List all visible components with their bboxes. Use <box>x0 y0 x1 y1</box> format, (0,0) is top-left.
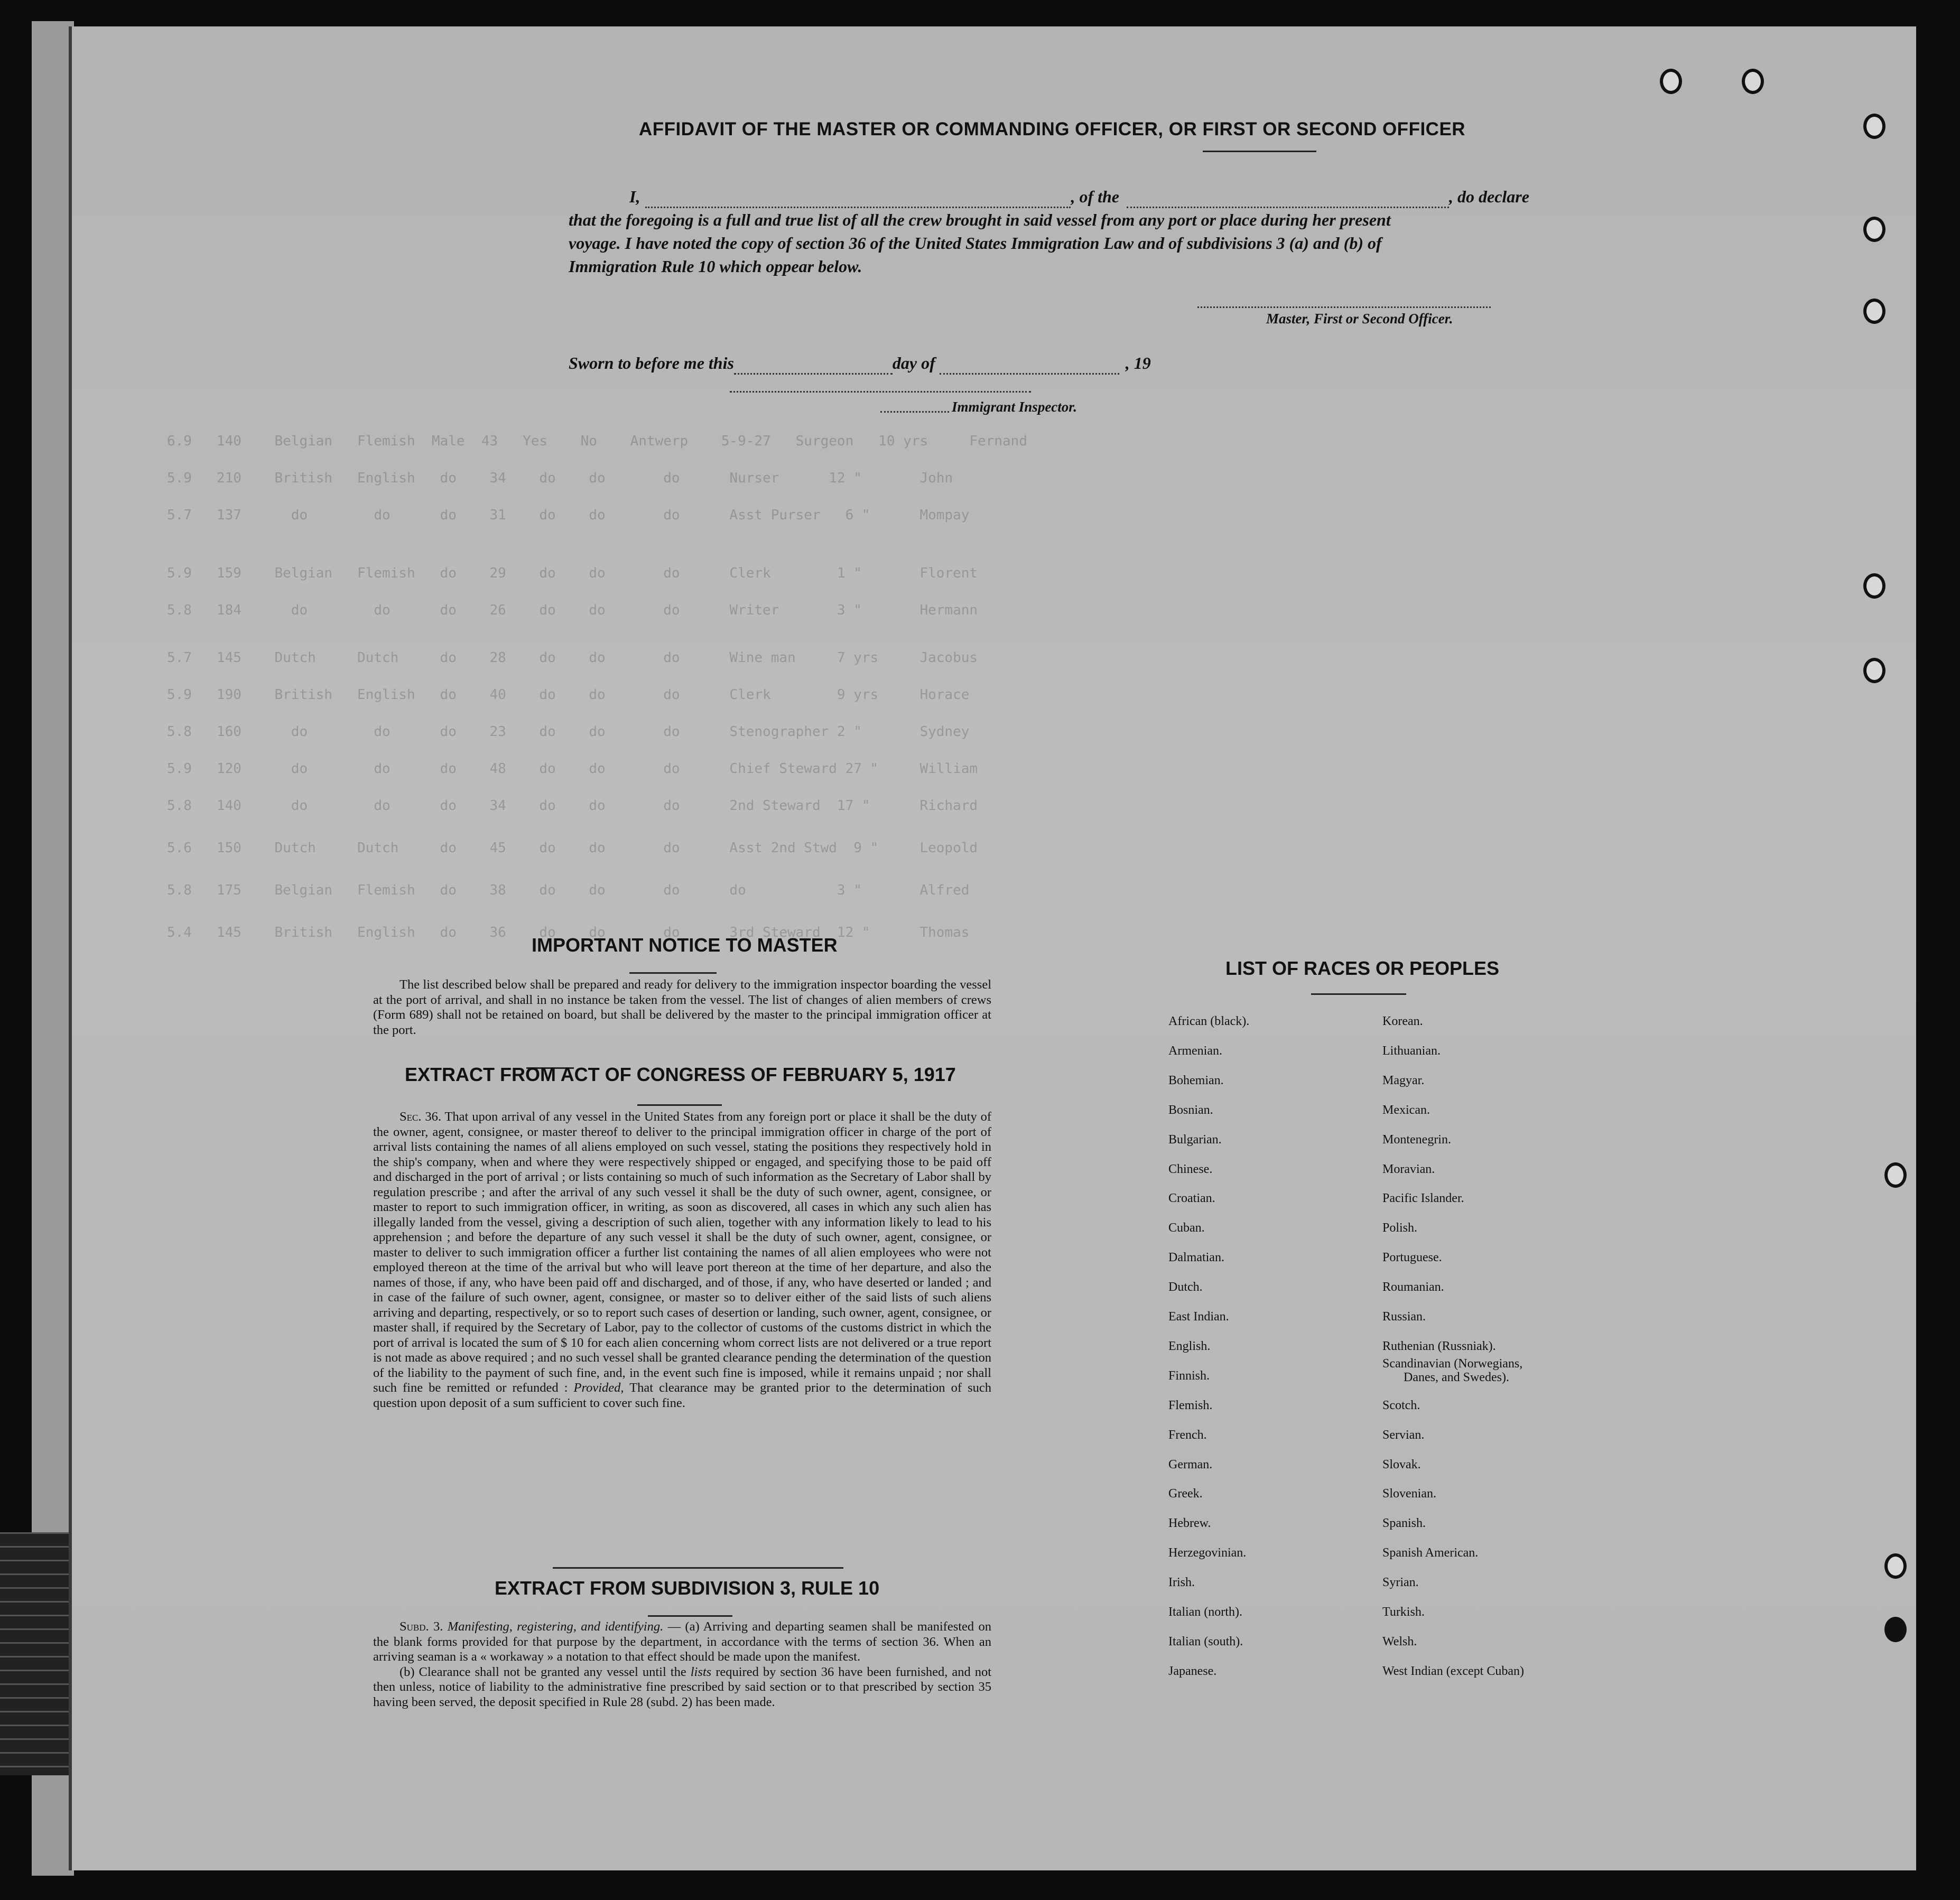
affidavit-line-1 <box>569 185 1594 208</box>
race-item: Flemish. <box>1168 1398 1213 1412</box>
race-item: Pacific Islander. <box>1382 1191 1464 1206</box>
races-left-column <box>1168 1007 1327 1704</box>
race-item: Russian. <box>1382 1310 1426 1324</box>
race-item: East Indian. <box>1168 1310 1229 1324</box>
sworn-line <box>569 351 1151 375</box>
rule-title-rule <box>648 1615 732 1617</box>
document-page <box>69 26 1916 1870</box>
bleed-through-row: 5.8 184 do do do 26 do do do Writer 3 " Hermann <box>167 602 978 618</box>
rule-text-block <box>373 1619 991 1710</box>
name-blank[interactable] <box>645 192 1071 208</box>
day-of-label: day of <box>892 353 935 372</box>
notice-rule <box>629 972 717 974</box>
bleed-through-row: 6.9 140 Belgian Flemish Male 43 Yes No Antwerp 5-9-27 Surgeon 10 yrs Fernand <box>167 433 1027 449</box>
bleed-through-row: 5.7 145 Dutch Dutch do 28 do do do Wine man 7 yrs Jacobus <box>167 650 978 666</box>
race-item: Bosnian. <box>1168 1103 1213 1117</box>
race-item: Montenegrin. <box>1382 1132 1451 1147</box>
race-item: Herzegovinian. <box>1168 1546 1247 1560</box>
month-blank[interactable] <box>940 358 1119 375</box>
race-item: Scotch. <box>1382 1398 1420 1412</box>
race-item: Korean. <box>1382 1014 1423 1028</box>
race-item: Spanish. <box>1382 1516 1426 1531</box>
race-item: Polish. <box>1382 1221 1418 1235</box>
act-rule <box>637 1104 722 1106</box>
declare-label: , do declare <box>1449 187 1529 206</box>
title-rule <box>1203 151 1316 152</box>
affidavit-line-4: Immigration Rule 10 which oppear below. <box>569 257 862 276</box>
race-item: Slovak. <box>1382 1457 1421 1471</box>
race-item: Hebrew. <box>1168 1516 1211 1531</box>
punch-hole <box>1884 1162 1907 1188</box>
race-item: Dutch. <box>1168 1280 1203 1294</box>
race-item: Chinese. <box>1168 1162 1213 1176</box>
race-item: English. <box>1168 1339 1211 1353</box>
race-item: Bohemian. <box>1168 1073 1224 1087</box>
punch-hole <box>1884 1553 1907 1579</box>
bleed-through-row: 5.8 160 do do do 23 do do do Stenographer 2 " Sydney <box>167 724 970 740</box>
of-the-label: , of the <box>1071 187 1119 206</box>
race-item: Slovenian. <box>1382 1487 1436 1501</box>
race-item: Croatian. <box>1168 1191 1215 1206</box>
race-item: Servian. <box>1382 1428 1425 1442</box>
year-label: , 19 <box>1125 353 1151 372</box>
bleed-through-row: 5.6 150 Dutch Dutch do 45 do do do Asst 2nd Stwd 9 " Leopold <box>167 840 978 856</box>
race-item: Dalmatian. <box>1168 1251 1224 1265</box>
sworn-label: Sworn to before me this <box>569 353 734 372</box>
bleed-through-row: 5.8 140 do do do 34 do do do 2nd Steward 17 " Richard <box>167 798 978 814</box>
race-item: French. <box>1168 1428 1207 1442</box>
race-item: Irish. <box>1168 1576 1195 1590</box>
race-item: Scandinavian (Norwegians, Danes, and Swedes). <box>1382 1356 1523 1384</box>
sec-label: Sec. 36. <box>400 1110 441 1124</box>
rule-b-text-2: required by section 36 have been furnished, and not then unless, notice of liability to the administrative fine prescribed by said section or to that prescribed by section 35 having been served, the deposit specified in Rule 28 (subd. 2) has been made. <box>373 1664 992 1709</box>
bleed-through-row: 5.9 120 do do do 48 do do do Chief Steward 27 " William <box>167 761 978 777</box>
day-blank[interactable] <box>734 358 893 375</box>
inspector-signature-blank[interactable] <box>730 391 1031 393</box>
punch-hole <box>1863 217 1885 242</box>
bleed-through-row: 5.7 137 do do do 31 do do do Asst Purser 6 " Mompay <box>167 507 970 523</box>
race-item: Welsh. <box>1382 1634 1417 1648</box>
race-item: Mexican. <box>1382 1103 1430 1117</box>
rule-title: EXTRACT FROM SUBDIVISION 3, RULE 10 <box>495 1577 880 1599</box>
affidavit-body <box>569 185 1594 278</box>
ledger-lines-edge <box>0 1532 69 1775</box>
race-item: Spanish American. <box>1382 1546 1479 1560</box>
act-title: EXTRACT FROM ACT OF CONGRESS OF FEBRUARY 5, 1917 <box>405 1064 956 1085</box>
race-item: Ruthenian (Russniak). <box>1382 1339 1496 1353</box>
punch-hole <box>1884 1617 1907 1642</box>
race-item: Armenian. <box>1168 1044 1222 1058</box>
affidavit-line-3: voyage. I have noted the copy of section 36 of the United States Immigration Law and of subdivisions 3 (a) and (b) of <box>569 234 1382 253</box>
race-item: Cuban. <box>1168 1221 1205 1235</box>
rule-b-lists: lists <box>690 1664 712 1679</box>
notice-title: IMPORTANT NOTICE TO MASTER <box>532 934 838 956</box>
race-item: Lithuanian. <box>1382 1044 1441 1058</box>
bleed-through-row: 5.9 210 British English do 34 do do do Nurser 12 " John <box>167 470 953 486</box>
race-item: Magyar. <box>1382 1073 1425 1087</box>
signature-blank[interactable] <box>1197 306 1491 308</box>
rule-b-paragraph <box>373 1665 991 1710</box>
signature-label: Master, First or Second Officer. <box>1266 311 1453 327</box>
act-text-block <box>373 1110 991 1411</box>
race-item: German. <box>1168 1457 1213 1471</box>
rule-divider <box>553 1567 843 1569</box>
punch-hole <box>1660 69 1682 94</box>
rule-b-text-1: (b) Clearance shall not be granted any vessel until the <box>400 1664 686 1679</box>
race-item: Moravian. <box>1382 1162 1435 1176</box>
race-item: Italian (south). <box>1168 1634 1243 1648</box>
bleed-through-row: 5.8 175 Belgian Flemish do 38 do do do do 3 " Alfred <box>167 882 970 898</box>
act-text: That upon arrival of any vessel in the United States from any foreign port or place it shall be the duty of the owner, agent, consignee, or master thereof to deliver to the principal immigration officer in charge of the port of arrival lists containing the names of all aliens employed on such vessel, stating the positions they respectively hold in the ship's company, when and where they were respectively shipped or engaged, and specifying those to be paid off and discharged in the port of arrival ; or lists containing so much of such information as the Secretary of Labor shall by regulation prescribe ; and after the arrival of any such vessel it shall be the duty of such owner, agent, consignee, or master to report to such immigration officer, in writing, as soon as discovered, all cases in which any such alien has illegally landed from the vessel, giving a description of such alien, together with any information likely to lead to his apprehension ; and before the departure of any such vessel it shall be the duty of such owner, agent, consignee, or master to deliver to such immigration officer a further list containing the names of all alien employees who were not employed thereon at the time of the arrival but who will leave port thereon at the time of her departure, and also the names of those, if any, who have been paid off and discharged, and of those, if any, who have deserted or landed ; and in case of the failure of such owner, agent, consignee, or master so to deliver either of the said lists of such aliens arriving and departing, respectively, or so to report such cases of desertion or landing, such owner, agent, consignee, or master shall, if required by the Secretary of Labor, pay to the collector of customs of the customs district in which the port of arrival is located the sum of $ 10 for each alien concerning whom correct lists are not delivered or a true report is not made as above required ; and no such vessel shall be granted clearance pending the determination of the question of the liability to the payment of such fine, and, in the event such fine is imposed, while it remains unpaid ; nor shall such fine be remitted or refunded : <box>373 1110 991 1395</box>
subd-heading: Manifesting, registering, and identifying. <box>447 1619 664 1634</box>
races-title: LIST OF RACES OR PEOPLES <box>1225 957 1500 979</box>
races-right-column <box>1382 1007 1678 1704</box>
race-item: Finnish. <box>1168 1368 1210 1383</box>
race-item: Italian (north). <box>1168 1605 1242 1619</box>
race-item: Japanese. <box>1168 1664 1217 1678</box>
race-item: Greek. <box>1168 1487 1203 1501</box>
bleed-through-row: 5.9 190 British English do 40 do do do Clerk 9 yrs Horace <box>167 687 970 703</box>
punch-hole <box>1863 114 1885 139</box>
inspector-label: Immigrant Inspector. <box>952 399 1077 415</box>
i-label: I, <box>629 187 640 206</box>
race-item: African (black). <box>1168 1014 1250 1028</box>
race-item: Portuguese. <box>1382 1251 1442 1265</box>
races-rule <box>1311 993 1406 995</box>
punch-hole <box>1742 69 1764 94</box>
act-text-end: That clearance may be granted prior to the determination of such question upon deposit of a sum sufficient to cover such fine. <box>373 1381 992 1410</box>
punch-hole <box>1863 299 1885 324</box>
race-item: Bulgarian. <box>1168 1132 1222 1147</box>
subd-label: Subd. 3. <box>400 1619 443 1634</box>
notice-text: The list described below shall be prepared and ready for delivery to the immigration inspector boarding the vessel at the port of arrival, and shall in no instance be taken from the vessel. The list of changes of alien members of crews (Form 689) shall not be retained on board, but shall be delivered by the master to the principal immigration officer at the port. <box>373 977 991 1037</box>
affidavit-title: AFFIDAVIT OF THE MASTER OR COMMANDING OFFICER, OR FIRST OR SECOND OFFICER <box>638 119 1466 139</box>
bleed-through-row: 5.4 145 British English do 36 do do do 3rd Steward 12 " Thomas <box>167 925 970 940</box>
race-item: Turkish. <box>1382 1605 1425 1619</box>
race-item: West Indian (except Cuban) <box>1382 1664 1524 1678</box>
bleed-through-row: 5.9 159 Belgian Flemish do 29 do do do Clerk 1 " Florent <box>167 565 978 581</box>
punch-hole <box>1863 658 1885 683</box>
inspector-blank[interactable] <box>880 411 949 413</box>
affidavit-line-2: that the foregoing is a full and true list of all the crew brought in said vessel from any port or place during her present <box>569 210 1391 229</box>
rule-a-text: — (a) Arriving and departing seamen shall be manifested on the blank forms provided for that purpose by the department, in accordance with the terms of section 36. When an arriving seaman is a « workaway » a notation to that effect should be made upon the manifest. <box>373 1619 991 1664</box>
provided-label: Provided, <box>573 1381 624 1395</box>
rule-a-paragraph <box>373 1619 991 1665</box>
race-item: Syrian. <box>1382 1576 1419 1590</box>
vessel-blank[interactable] <box>1127 192 1449 208</box>
race-item: Roumanian. <box>1382 1280 1444 1294</box>
punch-hole <box>1863 573 1885 599</box>
